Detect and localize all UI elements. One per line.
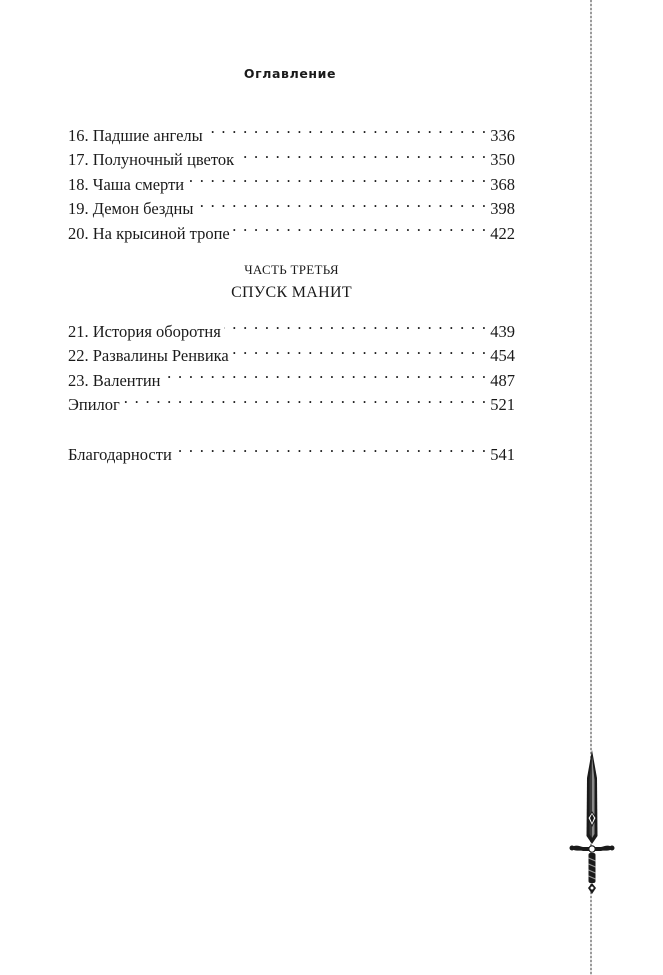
toc-entry-label: Благодарности [68, 444, 172, 464]
toc-entry-page: 368 [490, 174, 515, 194]
toc-entry-label: 19. Демон бездны [68, 199, 194, 218]
toc-entry-page: 422 [490, 223, 515, 243]
toc-entry-label: 18. Чаша смерти [68, 174, 185, 194]
toc-entry-label: Эпилог [68, 395, 120, 414]
dot-leader [224, 312, 487, 337]
dot-leader [163, 361, 487, 386]
toc-entry-page: 350 [490, 150, 515, 169]
dot-leader [233, 214, 488, 239]
dot-leader [237, 141, 487, 166]
toc-list-acknowledgements [68, 435, 515, 464]
toc-entry-label: 21. История оборотня [68, 321, 221, 341]
part-title: СПУСК МАНИТ [231, 284, 352, 301]
toc-entry-page: 439 [490, 321, 515, 341]
toc-entry-page: 487 [490, 370, 515, 390]
toc-entry-label: 23. Валентин [68, 370, 161, 390]
dot-leader [206, 116, 488, 141]
toc-entry[interactable] [68, 116, 515, 145]
dot-leader [123, 386, 487, 411]
toc-entry[interactable] [68, 386, 515, 414]
part-label: ЧАСТЬ ТРЕТЬЯ [244, 262, 339, 277]
toc-entry-page: 454 [490, 346, 515, 365]
toc-entry[interactable] [68, 312, 515, 341]
toc-entry-page: 541 [490, 444, 515, 464]
toc-entry-page: 336 [490, 125, 515, 145]
toc-list-chapters-16-20 [68, 116, 515, 243]
toc-entry-label: 20. На крысиной тропе [68, 223, 230, 243]
toc-entry-page: 521 [490, 395, 515, 414]
toc-entry-label: 17. Полуночный цветок [68, 150, 235, 169]
dot-leader [196, 190, 487, 215]
dot-leader [232, 337, 488, 362]
toc-entry[interactable] [68, 435, 515, 464]
toc-entry-page: 398 [490, 199, 515, 218]
dot-leader [187, 165, 487, 190]
toc-entry-label: 16. Падшие ангелы [68, 125, 203, 145]
dot-leader [175, 435, 487, 460]
toc-title: Оглавление [243, 66, 337, 81]
dagger-icon [569, 748, 615, 896]
toc-list-chapters-21-epilogue [68, 312, 515, 414]
toc-entry-label: 22. Развалины Ренвика [68, 346, 229, 365]
